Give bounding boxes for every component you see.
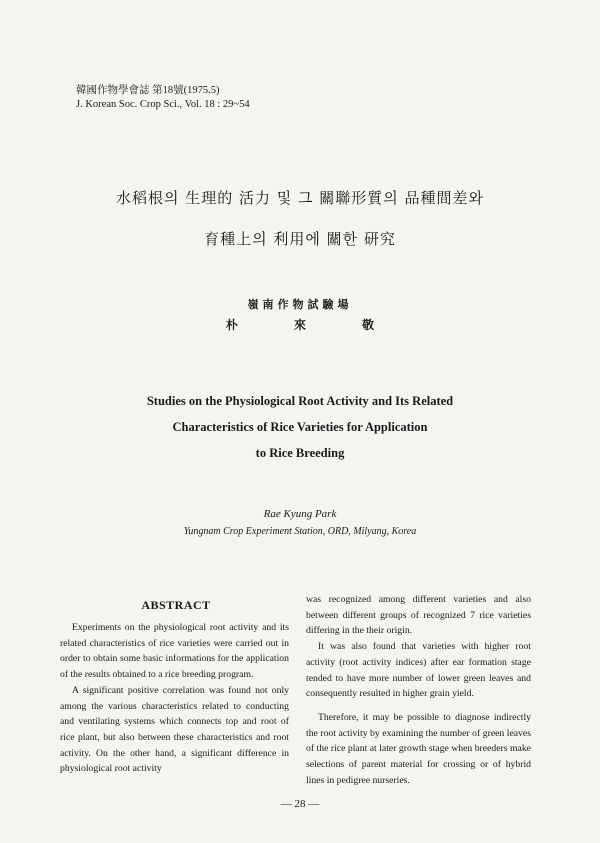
page-number: — 28 — bbox=[280, 798, 320, 810]
english-title-line-1: Studies on the Physiological Root Activity and Its Related bbox=[146, 394, 454, 408]
abstract-paragraph: Experiments on the physiological root activity and its related characteristics of rice varieties were carried out in order to obtain some basic informations for the application of the results obtained to a rice breeding program. bbox=[60, 622, 289, 681]
korean-affiliation: 嶺南作物試驗場 bbox=[247, 298, 353, 311]
korean-title-line-2: 育種上의 利用에 關한 研究 bbox=[204, 230, 396, 248]
journal-citation-english: J. Korean Soc. Crop Sci., Vol. 18 : 29~54 bbox=[76, 99, 250, 110]
english-title bbox=[0, 388, 600, 466]
korean-author: 朴 來 敬 bbox=[225, 318, 375, 332]
abstract-paragraph: A significant positive correlation was found not only among the various characteristics related to conducting and ventilating systems which connects top and root of rice plant, but also between these characteristics and root activity. On the other hand, a significant difference in physiological root activity bbox=[60, 684, 289, 775]
abstract-paragraph: It was also found that varieties with higher root activity (root activity indices) after ear formation stage tended to have more number of lower green leaves and consequently resulted in higher grain yield. bbox=[306, 641, 531, 700]
english-affiliation: Yungnam Crop Experiment Station, ORD, Milyang, Korea bbox=[183, 526, 417, 537]
journal-header bbox=[76, 84, 250, 112]
abstract-left-column bbox=[60, 620, 289, 777]
abstract-heading: ABSTRACT bbox=[141, 598, 211, 612]
english-author: Rae Kyung Park bbox=[263, 508, 337, 520]
english-title-line-2: Characteristics of Rice Varieties for Application bbox=[172, 420, 428, 434]
english-title-line-3: to Rice Breeding bbox=[255, 446, 345, 460]
abstract-paragraph: was recognized among different varieties and also between different groups of recognized 7 rice varieties differing in the their origin. bbox=[306, 594, 531, 637]
korean-title-line-1: 水稻根의 生理的 活力 및 그 關聯形質의 品種間差와 bbox=[115, 189, 485, 207]
journal-citation-korean: 韓國作物學會誌 第18號(1975.5) bbox=[76, 85, 220, 96]
abstract-right-column bbox=[306, 592, 531, 788]
abstract-paragraph: Therefore, it may be possible to diagnose indirectly the root activity by examining the number of green leaves of the rice plant at later growth stage when breeders make selections of parent material for crossing or of hybrid lines in pedigree nurseries. bbox=[306, 711, 531, 786]
